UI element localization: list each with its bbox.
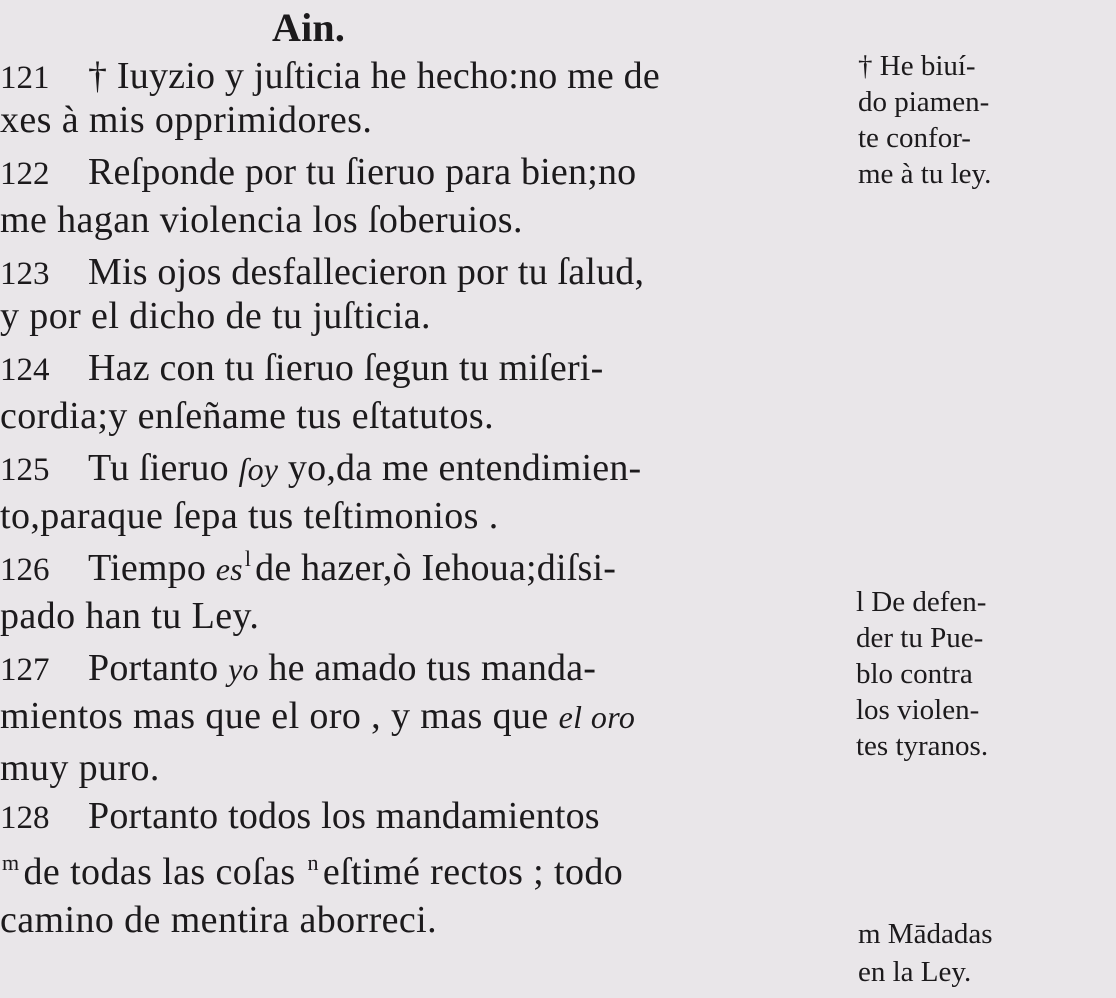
verse-continuation-line bbox=[0, 494, 499, 538]
verse-number: 123 bbox=[0, 256, 50, 292]
verse-text-run: Reſponde por tu ſieruo para bien;no bbox=[88, 151, 637, 193]
note-reference-mark: l bbox=[244, 546, 252, 571]
verse-continuation-line bbox=[0, 198, 523, 242]
verse-text-run: to,paraque ſepa tus teſtimonios . bbox=[0, 495, 499, 537]
verse-text-run: he amado tus manda- bbox=[258, 647, 597, 689]
verse-continuation-line bbox=[0, 98, 372, 142]
verse-line bbox=[0, 250, 644, 296]
verse-line bbox=[0, 794, 600, 840]
verse-text-run: y por el dicho de tu juſticia. bbox=[0, 295, 431, 337]
verse-text-run: yo,da me entendimien- bbox=[278, 447, 642, 489]
margin-note-line: der tu Pue- bbox=[856, 622, 984, 654]
verse-number: 126 bbox=[0, 552, 50, 588]
verse-line bbox=[0, 546, 616, 595]
verse-text-run: camino de mentira aborreci. bbox=[0, 899, 438, 941]
verse-text-run: † Iuyzio y juſticia he hecho:no me de bbox=[88, 55, 660, 97]
verse-line bbox=[0, 446, 641, 492]
section-header: Ain. bbox=[272, 5, 346, 50]
verse-continuation-line bbox=[0, 594, 259, 638]
verse-text-run: xes à mis opprimidores. bbox=[0, 99, 373, 141]
margin-note-line: los violen- bbox=[856, 694, 980, 726]
verse-text-run: Tiempo bbox=[88, 547, 216, 589]
margin-note-line: en la Ley. bbox=[858, 956, 972, 988]
verse-line bbox=[0, 54, 660, 100]
verse-number: 122 bbox=[0, 156, 50, 192]
margin-note-line: † He biuí- bbox=[858, 50, 976, 82]
italic-word: yo bbox=[228, 651, 259, 687]
verse-text-run: Mis ojos desfallecieron por tu ſalud, bbox=[88, 251, 645, 293]
verse-continuation-line bbox=[0, 394, 494, 438]
verse-continuation-line bbox=[0, 294, 431, 338]
verse-number: 121 bbox=[0, 60, 50, 96]
verse-text-run: mientos mas que el oro , y mas que bbox=[0, 695, 559, 737]
verse-text-run: me hagan violencia los ſoberuios. bbox=[0, 199, 523, 241]
verse-continuation-line bbox=[0, 694, 635, 739]
margin-note-line: l De defen- bbox=[856, 586, 987, 618]
margin-note-line: tes tyranos. bbox=[856, 730, 989, 762]
italic-word: es bbox=[215, 551, 243, 587]
verse-text-run: de todas las coſas bbox=[23, 851, 306, 893]
verse-text-run: cordia;y enſeñame tus eſtatutos. bbox=[0, 395, 494, 437]
verse-number: 128 bbox=[0, 800, 50, 836]
verse-text-run: pado han tu Ley. bbox=[0, 595, 260, 637]
verse-text-run: Tu ſieruo bbox=[88, 447, 239, 489]
verse-text-run: Haz con tu ſieruo ſegun tu miſeri- bbox=[88, 347, 604, 389]
margin-note-line: do piamen- bbox=[858, 86, 990, 118]
verse-continuation-line bbox=[0, 850, 623, 899]
margin-note-line: blo contra bbox=[856, 658, 973, 690]
verse-text-run: Portanto todos los mandamientos bbox=[88, 795, 600, 837]
verse-text-run: de hazer,ò Iehoua;diſsi- bbox=[255, 547, 617, 589]
margin-note-line: me à tu ley. bbox=[858, 158, 992, 190]
margin-note-line: m Mādadas bbox=[858, 918, 993, 950]
note-reference-mark: m bbox=[2, 850, 20, 875]
note-reference-mark: n bbox=[307, 850, 319, 875]
verse-text-run: Portanto bbox=[88, 647, 229, 689]
verse-number: 127 bbox=[0, 652, 50, 688]
margin-note-line: te confor- bbox=[858, 122, 971, 154]
verse-line bbox=[0, 646, 596, 692]
verse-continuation-line bbox=[0, 746, 160, 790]
verse-continuation-line bbox=[0, 898, 437, 942]
italic-word: el oro bbox=[558, 699, 636, 735]
verse-text-run: eſtimé rectos ; todo bbox=[322, 851, 624, 893]
verse-number: 124 bbox=[0, 352, 50, 388]
italic-word: ſoy bbox=[238, 451, 279, 487]
verse-line bbox=[0, 150, 636, 196]
verse-line bbox=[0, 346, 603, 392]
verse-number: 125 bbox=[0, 452, 50, 488]
verse-text-run: muy puro. bbox=[0, 747, 160, 789]
